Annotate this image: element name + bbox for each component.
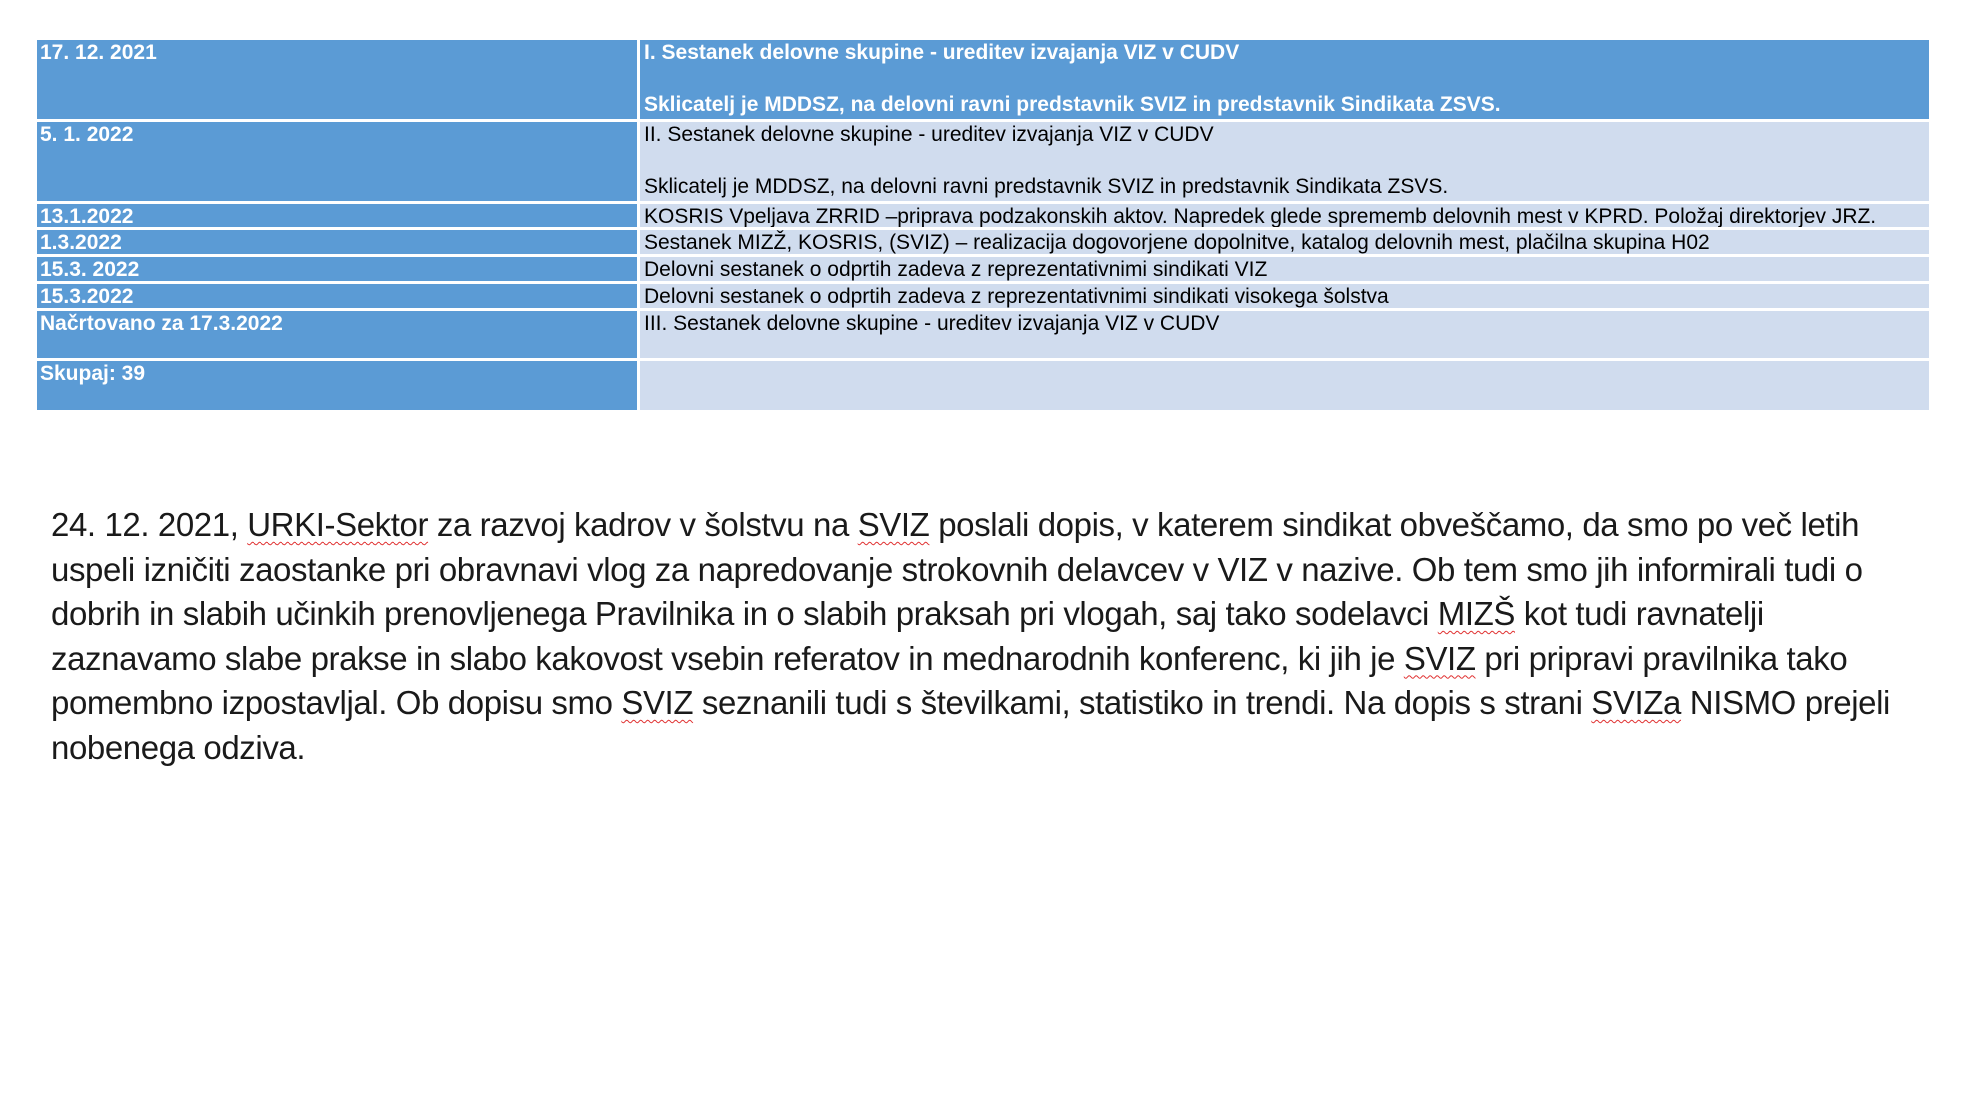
spellcheck-flagged-word: SVIZ xyxy=(857,506,930,543)
description-cell: KOSRIS Vpeljava ZRRID –priprava podzakonskih aktov. Napredek glede sprememb delovnih mest v KPRD. Položaj direktorjev JRZ. xyxy=(640,204,1929,227)
date-cell: 13.1.2022 xyxy=(37,204,640,227)
description-cell xyxy=(640,122,1929,201)
text-segment: kot tudi ravnatelji zaznavamo slabe prakse in slabo kakovost vsebin referatov in mednarodnih konferenc, ki jih je xyxy=(51,595,1764,677)
spellcheck-flagged-word: SVIZ xyxy=(1403,639,1476,677)
meeting-note: Sklicatelj je MDDSZ, na delovni ravni predstavnik SVIZ in predstavnik Sindikata ZSVS. xyxy=(644,93,1501,116)
text-segment: 24. 12. 2021, xyxy=(51,506,248,543)
spellcheck-flagged-word: SVIZ xyxy=(621,684,694,721)
date-cell: 1.3.2022 xyxy=(37,230,640,254)
date-cell: 5. 1. 2022 xyxy=(37,122,640,201)
text-segment: NISMO prejeli nobenega odziva. xyxy=(51,684,1890,766)
date-cell: 17. 12. 2021 xyxy=(37,40,640,119)
date-cell: Načrtovano za 17.3.2022 xyxy=(37,311,640,358)
table-row xyxy=(37,257,1929,284)
text-segment: za razvoj kadrov v šolstvu na xyxy=(428,506,858,543)
body-paragraph xyxy=(51,503,1901,770)
description-cell: Sestanek MIZŽ, KOSRIS, (SVIZ) – realizacija dogovorjene dopolnitve, katalog delovnih mest, plačilna skupina H02 xyxy=(640,230,1929,254)
date-cell: 15.3.2022 xyxy=(37,284,640,308)
text-segment: pri pripravi pravilnika tako pomembno izpostavljal. Ob dopisu smo xyxy=(51,639,1848,721)
text-segment: seznanili tudi s številkami, statistiko in trendi. Na dopis s strani xyxy=(693,684,1592,721)
meeting-title: II. Sestanek delovne skupine - ureditev izvajanja VIZ v CUDV xyxy=(644,123,1214,146)
table-row xyxy=(37,230,1929,257)
description-cell: Delovni sestanek o odprtih zadeva z reprezentativnimi sindikati VIZ xyxy=(640,257,1929,281)
text-segment: poslali dopis, v katerem sindikat obveščamo, da smo po več letih uspeli izničiti zaostanke pri obravnavi vlog za napredovanje strokovnih delavcev v VIZ v nazive. Ob tem smo jih informirali tudi o dobrih in slabih učinkih prenovljenega Pravilnika in o slabih praksah pri vlogah, saj tako sodelavci xyxy=(51,506,1863,632)
description-cell: Delovni sestanek o odprtih zadeva z reprezentativnimi sindikati visokega šolstva xyxy=(640,284,1929,308)
table-row xyxy=(37,204,1929,230)
description-cell xyxy=(640,40,1929,119)
meeting-note: Sklicatelj je MDDSZ, na delovni ravni predstavnik SVIZ in predstavnik Sindikata ZSVS. xyxy=(644,175,1449,198)
spellcheck-flagged-word: SVIZa xyxy=(1591,684,1681,721)
description-cell: III. Sestanek delovne skupine - ureditev izvajanja VIZ v CUDV xyxy=(640,311,1929,358)
table-row xyxy=(37,40,1929,122)
date-cell: 15.3. 2022 xyxy=(37,257,640,281)
spellcheck-flagged-word: MIZŠ xyxy=(1437,595,1515,632)
meeting-title: I. Sestanek delovne skupine - ureditev izvajanja VIZ v CUDV xyxy=(644,41,1240,64)
table-row xyxy=(37,311,1929,361)
spellcheck-flagged-word: URKI-Sektor xyxy=(247,506,429,543)
table-total-row xyxy=(37,361,1929,413)
meetings-table xyxy=(37,40,1929,413)
table-row xyxy=(37,122,1929,204)
total-cell: Skupaj: 39 xyxy=(37,361,640,410)
empty-cell xyxy=(640,361,1929,410)
table-row xyxy=(37,284,1929,311)
